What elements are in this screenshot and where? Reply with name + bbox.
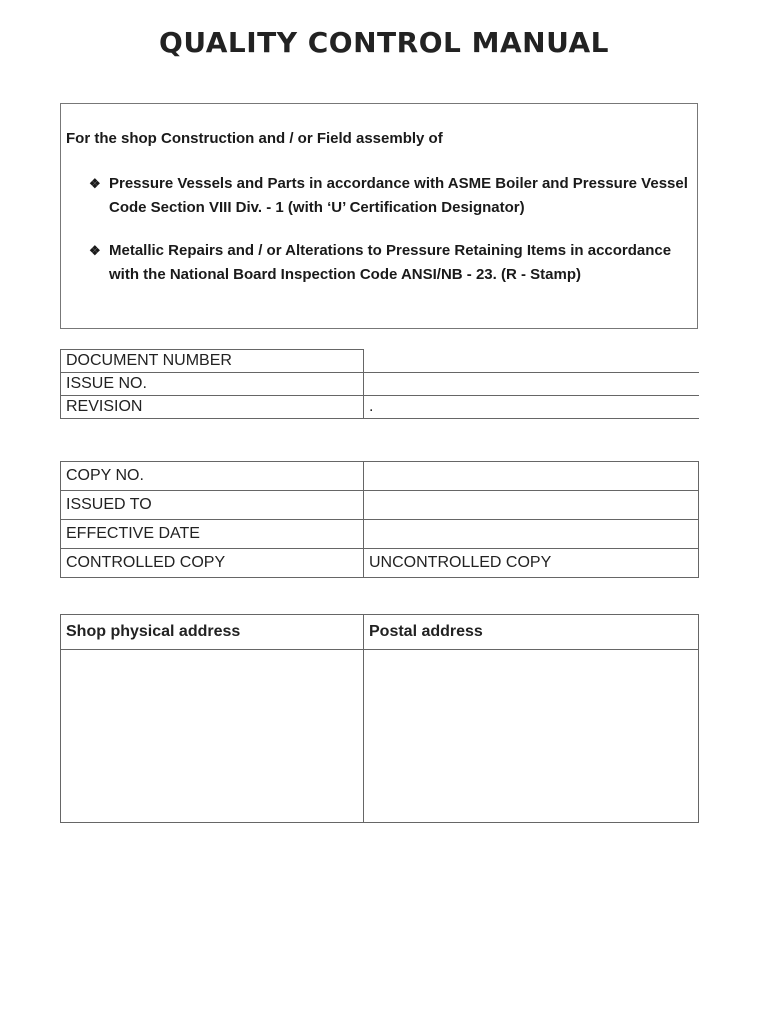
table-row bbox=[61, 462, 699, 491]
copy-no-label: COPY NO. bbox=[61, 462, 364, 491]
table-row bbox=[61, 373, 699, 396]
issue-no-value[interactable] bbox=[364, 373, 699, 396]
postal-address-field[interactable] bbox=[364, 650, 699, 823]
diamond-bullet-icon: ❖ bbox=[89, 243, 101, 258]
issued-to-value[interactable] bbox=[364, 491, 699, 520]
issued-to-label: ISSUED TO bbox=[61, 491, 364, 520]
scope-item-text: Metallic Repairs and / or Alterations to Pressure Retaining Items in accordance with the National Board Inspection Code ANSI/NB - 23. (R - Stamp) bbox=[109, 242, 672, 283]
effective-date-value[interactable] bbox=[364, 520, 699, 549]
scope-box bbox=[60, 103, 698, 329]
table-row bbox=[61, 615, 699, 650]
copy-info-table bbox=[60, 461, 699, 578]
copy-no-value[interactable] bbox=[364, 462, 699, 491]
shop-address-field[interactable] bbox=[61, 650, 364, 823]
postal-address-header: Postal address bbox=[364, 615, 699, 650]
scope-item-pressure-vessels bbox=[89, 172, 689, 220]
controlled-copy-label: CONTROLLED COPY bbox=[61, 549, 364, 578]
shop-address-header: Shop physical address bbox=[61, 615, 364, 650]
address-table bbox=[60, 614, 699, 823]
table-row bbox=[61, 549, 699, 578]
table-row bbox=[61, 650, 699, 823]
scope-item-metallic-repairs bbox=[89, 239, 689, 287]
document-title: QUALITY CONTROL MANUAL bbox=[159, 26, 609, 59]
effective-date-label: EFFECTIVE DATE bbox=[61, 520, 364, 549]
issue-no-label: ISSUE NO. bbox=[61, 373, 364, 396]
uncontrolled-copy-label: UNCONTROLLED COPY bbox=[364, 549, 699, 578]
document-number-value[interactable] bbox=[364, 350, 699, 373]
table-row bbox=[61, 396, 699, 419]
revision-label: REVISION bbox=[61, 396, 364, 419]
table-row bbox=[61, 350, 699, 373]
document-number-label: DOCUMENT NUMBER bbox=[61, 350, 364, 373]
document-info-table bbox=[60, 349, 699, 419]
table-row bbox=[61, 491, 699, 520]
diamond-bullet-icon: ❖ bbox=[89, 176, 101, 191]
scope-item-text: Pressure Vessels and Parts in accordance with ASME Boiler and Pressure Vessel Code Section VIII Div. - 1 (with ‘U’ Certification Designator) bbox=[109, 175, 688, 216]
table-row bbox=[61, 520, 699, 549]
revision-value[interactable]: . bbox=[364, 396, 699, 419]
scope-intro: For the shop Construction and / or Field assembly of bbox=[66, 130, 443, 147]
